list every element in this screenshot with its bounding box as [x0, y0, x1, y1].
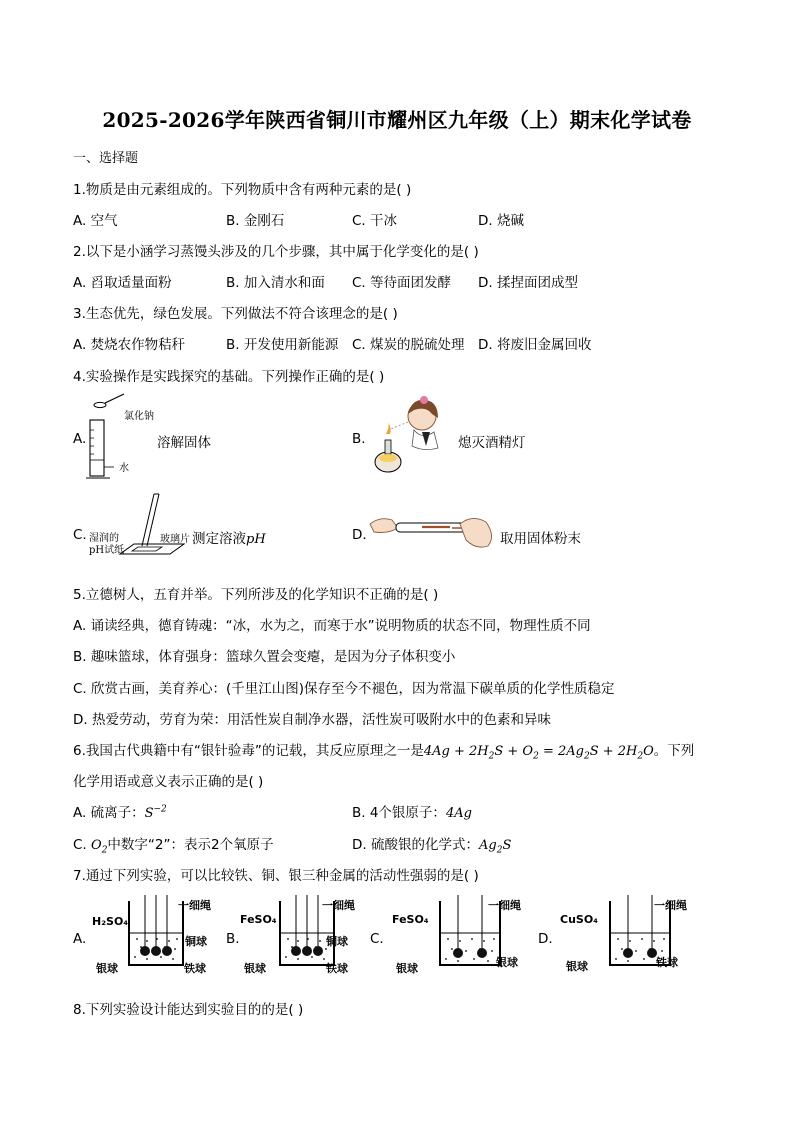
q4-a-caption: 溶解固体: [157, 435, 211, 451]
question-6-line-2: 化学用语或意义表示正确的是( ): [73, 774, 264, 790]
q4-d-caption: 取用固体粉末: [500, 531, 581, 547]
q6-b-formula: 4Ag: [445, 806, 472, 821]
q6-b-text: B. 4个银原子：: [352, 805, 446, 821]
q4-option-b[interactable]: B.: [352, 431, 366, 447]
q7-b-rope-label: 一细绳: [322, 899, 355, 912]
q3-option-d[interactable]: D. 将废旧金属回收: [478, 337, 592, 353]
section-heading: 一、选择题: [73, 151, 139, 166]
q5-option-b[interactable]: B. 趣味篮球，体育强身：篮球久置会变瘪，是因为分子体积变小: [73, 649, 456, 665]
question-6: [73, 739, 694, 762]
q4-c-label-paper-1: 湿润的: [89, 533, 119, 544]
page-title: 2025-2026学年陕西省铜川市耀州区九年级（上）期末化学试卷: [102, 108, 692, 132]
q6-a-formula: $S^{-2}$: [144, 804, 167, 821]
q7-option-b[interactable]: B.: [226, 931, 240, 947]
q6-d-formula: $Ag_2S$: [478, 838, 512, 856]
q7-a-ag-label: 银球: [96, 962, 118, 975]
q4-option-d[interactable]: D.: [352, 527, 367, 543]
q4-a-label-nacl: 氯化钠: [124, 411, 154, 422]
q7-d-beaker-figure: [570, 895, 710, 981]
q4-d-test-tube-figure: [368, 510, 500, 556]
question-4: 4.实验操作是实践探究的基础。下列操作正确的是( ): [73, 369, 385, 385]
question-5: 5.立德树人，五育并举。下列所涉及的化学知识不正确的是( ): [73, 587, 439, 603]
q5-option-d[interactable]: D. 热爱劳动，劳育为荣：用活性炭自制净水器，活性炭可吸附水中的色素和异味: [73, 712, 551, 728]
q3-option-b[interactable]: B. 开发使用新能源: [226, 337, 339, 353]
q7-a-fe-label: 铁球: [184, 962, 206, 975]
q6-stem-post: 。下列: [653, 743, 695, 759]
q4-c-label-glass: 玻璃片: [160, 534, 190, 545]
question-8: 8.下列实验设计能达到实验目的的是( ): [73, 1002, 304, 1018]
q2-option-a[interactable]: A. 舀取适量面粉: [73, 275, 172, 291]
q3-option-a[interactable]: A. 焚烧农作物秸秆: [73, 337, 186, 353]
q6-option-d[interactable]: [352, 833, 511, 856]
q7-d-fe-label: 铁球: [656, 956, 678, 969]
q6-option-b[interactable]: [352, 801, 472, 821]
q4-c-caption: [192, 527, 266, 547]
q6-d-text: D. 硫酸银的化学式：: [352, 837, 479, 853]
q7-c-ag-label-2: 银球: [496, 956, 518, 969]
q1-option-a[interactable]: A. 空气: [73, 213, 118, 229]
q6-a-text: A. 硫离子：: [73, 805, 145, 821]
q4-option-c[interactable]: C.: [73, 527, 87, 543]
question-3: 3.生态优先，绿色发展。下列做法不符合该理念的是( ): [73, 306, 398, 322]
q2-option-c[interactable]: C. 等待面团发酵: [352, 275, 452, 291]
q7-c-ag-label: 银球: [396, 962, 418, 975]
q1-option-b[interactable]: B. 金刚石: [226, 213, 285, 229]
q4-c-label-paper-2: pH试纸: [89, 545, 125, 556]
q7-d-solution: CuSO₄: [560, 913, 598, 926]
q7-b-beaker-figure: [246, 895, 386, 981]
q6-stem-pre: 6.我国古代典籍中有“银针验毒”的记载，其反应原理之一是: [73, 743, 424, 759]
q7-b-solution: FeSO₄: [240, 913, 277, 926]
q7-d-rope-label: 一细绳: [654, 899, 687, 912]
q6-c-text: 中数字“2”：表示2个氧原子: [107, 837, 274, 853]
q7-d-ag-label: 银球: [566, 960, 588, 973]
q6-option-c[interactable]: C. $O_2$中数字“2”：表示2个氧原子: [73, 837, 274, 856]
q7-b-ag-label: 银球: [244, 962, 266, 975]
q6-c-formula: $O_2$: [91, 838, 108, 856]
q6-option-a[interactable]: [73, 801, 167, 821]
q7-a-rope-label: 一细绳: [178, 899, 211, 912]
q4-option-a[interactable]: A.: [73, 431, 87, 447]
q7-b-cu-label: 铜球: [326, 935, 348, 948]
q7-a-cu-label: 铜球: [185, 935, 207, 948]
q4-a-label-water: 水: [119, 463, 129, 474]
q2-option-b[interactable]: B. 加入清水和面: [226, 275, 325, 291]
question-1: 1.物质是由元素组成的。下列物质中含有两种元素的是( ): [73, 182, 412, 198]
q5-option-c[interactable]: C. 欣赏古画，美育养心：(千里江山图)保存至今不褪色，因为常温下碳单质的化学性质稳定: [73, 681, 615, 697]
q4-b-alcohol-lamp-figure: [368, 392, 458, 486]
q4-c-caption-text: 测定溶液: [192, 531, 246, 547]
q7-option-d[interactable]: D.: [538, 931, 553, 947]
q3-option-c[interactable]: C. 煤炭的脱硫处理: [352, 337, 465, 353]
q6-equation: $4Ag + 2H_2S + O_2 = 2Ag_2S + 2H_2O$: [423, 744, 654, 762]
q7-a-solution: H₂SO₄: [92, 915, 129, 928]
question-7: 7.通过下列实验，可以比较铁、铜、银三种金属的活动性强弱的是( ): [73, 868, 479, 884]
q7-b-fe-label: 铁球: [326, 962, 348, 975]
q7-c-solution: FeSO₄: [392, 913, 429, 926]
q5-option-a[interactable]: A. 诵读经典，德育铸魂：“冰，水为之，而寒于水”说明物质的状态不同，物理性质不同: [73, 618, 591, 634]
question-2: 2.以下是小涵学习蒸馒头涉及的几个步骤，其中属于化学变化的是( ): [73, 244, 479, 260]
q4-b-caption: 熄灭酒精灯: [458, 435, 526, 451]
q4-c-caption-ph: pH: [246, 532, 266, 547]
q1-option-d[interactable]: D. 烧碱: [478, 213, 524, 229]
q7-option-c[interactable]: C.: [370, 931, 384, 947]
q1-option-c[interactable]: C. 干冰: [352, 213, 398, 229]
q7-c-rope-label: 一细绳: [488, 899, 521, 912]
q2-option-d[interactable]: D. 揉捏面团成型: [478, 275, 578, 291]
q7-option-a[interactable]: A.: [73, 931, 87, 947]
